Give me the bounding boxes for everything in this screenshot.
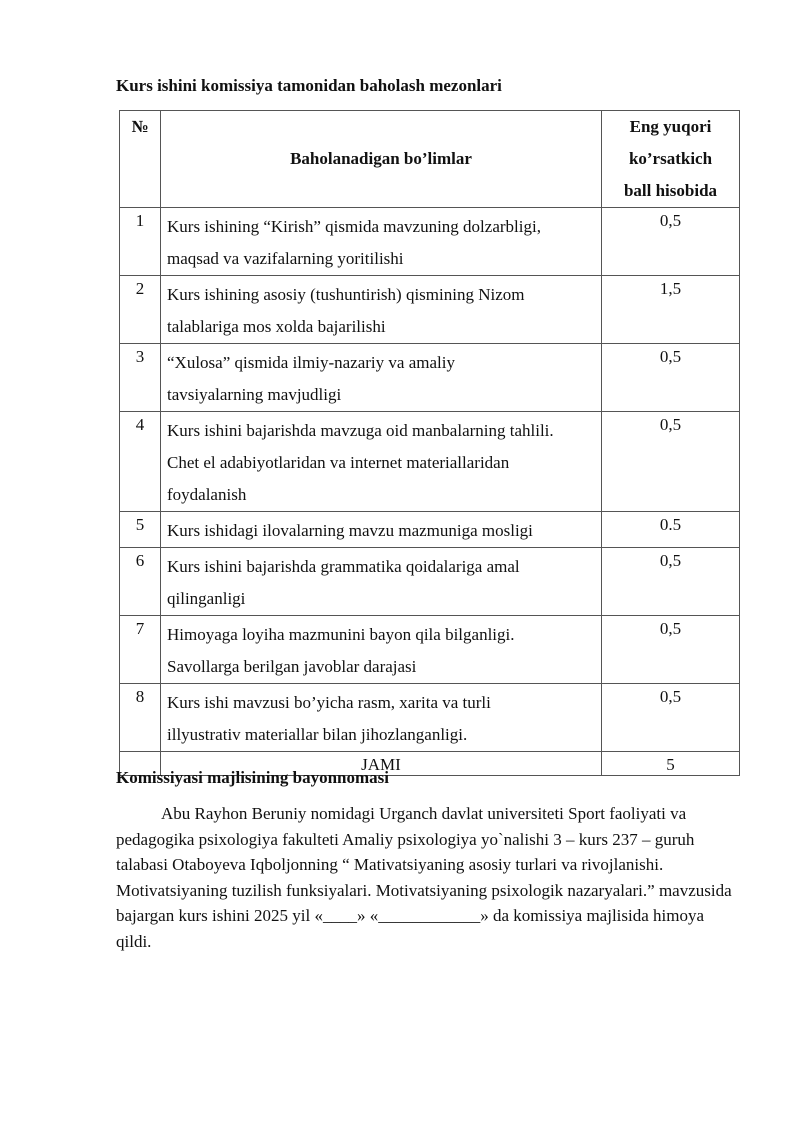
row-number: 1 <box>120 208 161 276</box>
row-number: 6 <box>120 548 161 616</box>
criterion-line: tavsiyalarning mavjudligi <box>167 385 342 404</box>
row-number: 8 <box>120 684 161 752</box>
criterion-line: Savollarga berilgan javoblar darajasi <box>167 657 417 676</box>
table-row <box>120 684 740 752</box>
row-number: 3 <box>120 344 161 412</box>
criterion-line: Kurs ishining “Kirish” qismida mavzuning dolzarbligi, <box>167 217 541 236</box>
minutes-paragraph: Abu Rayhon Beruniy nomidagi Urganch davlat universiteti Sport faoliyati va pedagogika psixologiya fakulteti Amaliy psixologiya yo`nalishi 3 – kurs 237 – guruh talabasi Otaboyeva Iqboljonning “ Mativatsiyaning asosiy turlari va rivojlanishi. Motivatsiyaning tuzilish funksiyalari. Motivatsiyaning psixologik nazaryalari.” mavzusida bajargan kurs ishini 2025 yil «____» «____________» da komissiya majlisida himoya qildi. <box>116 804 732 951</box>
criteria-table <box>119 110 740 776</box>
criterion-line: illyustrativ materiallar bilan jihozlanganligi. <box>167 725 468 744</box>
row-score: 0.5 <box>602 512 740 548</box>
header-max-line: Eng yuqori <box>629 117 712 136</box>
criterion-line: talablariga mos xolda bajarilishi <box>167 317 386 336</box>
row-score: 0,5 <box>602 616 740 684</box>
row-score: 0,5 <box>602 684 740 752</box>
criterion-line: Kurs ishidagi ilovalarning mavzu mazmuniga mosligi <box>167 521 533 540</box>
row-criterion <box>161 208 602 276</box>
row-number: 7 <box>120 616 161 684</box>
criterion-line: qilinganligi <box>167 589 246 608</box>
total-score: 5 <box>602 752 740 776</box>
table-row <box>120 616 740 684</box>
row-criterion <box>161 412 602 512</box>
table-row <box>120 548 740 616</box>
header-max-score <box>602 111 740 208</box>
row-score: 0,5 <box>602 208 740 276</box>
row-criterion <box>161 684 602 752</box>
table-row <box>120 276 740 344</box>
row-criterion <box>161 548 602 616</box>
row-score: 0,5 <box>602 548 740 616</box>
header-sections: Baholanadigan bo’limlar <box>161 111 602 208</box>
criterion-line: foydalanish <box>167 485 247 504</box>
header-max-line: ko’rsatkich <box>628 149 713 168</box>
row-number: 4 <box>120 412 161 512</box>
table-row <box>120 412 740 512</box>
row-criterion <box>161 276 602 344</box>
section-title: Kurs ishini komissiya tamonidan baholash mezonlari <box>116 76 502 95</box>
total-label: JAMI <box>161 752 602 776</box>
criterion-line: “Xulosa” qismida ilmiy-nazariy va amaliy <box>167 353 455 372</box>
criterion-line: maqsad va vazifalarning yoritilishi <box>167 249 404 268</box>
table-row <box>120 512 740 548</box>
criterion-line: Kurs ishini bajarishda grammatika qoidalariga amal <box>167 557 520 576</box>
row-score: 0,5 <box>602 412 740 512</box>
row-number: 2 <box>120 276 161 344</box>
row-score: 1,5 <box>602 276 740 344</box>
criterion-line: Himoyaga loyiha mazmunini bayon qila bilganligi. <box>167 625 515 644</box>
criterion-line: Kurs ishining asosiy (tushuntirish) qismining Nizom <box>167 285 525 304</box>
criterion-line: Kurs ishi mavzusi bo’yicha rasm, xarita va turli <box>167 693 491 712</box>
criterion-line: Kurs ishini bajarishda mavzuga oid manbalarning tahlili. <box>167 421 554 440</box>
minutes-title: Komissiyasi majlisining bayonnomasi <box>116 768 390 787</box>
row-score: 0,5 <box>602 344 740 412</box>
table-row <box>120 208 740 276</box>
row-number: 5 <box>120 512 161 548</box>
row-criterion <box>161 512 602 548</box>
header-max-line: ball hisobida <box>623 181 718 200</box>
criterion-line: Chet el adabiyotlaridan va internet materiallaridan <box>167 453 510 472</box>
table-row <box>120 344 740 412</box>
table-header-row <box>120 111 740 208</box>
header-number: № <box>120 111 161 208</box>
row-criterion <box>161 616 602 684</box>
row-criterion <box>161 344 602 412</box>
